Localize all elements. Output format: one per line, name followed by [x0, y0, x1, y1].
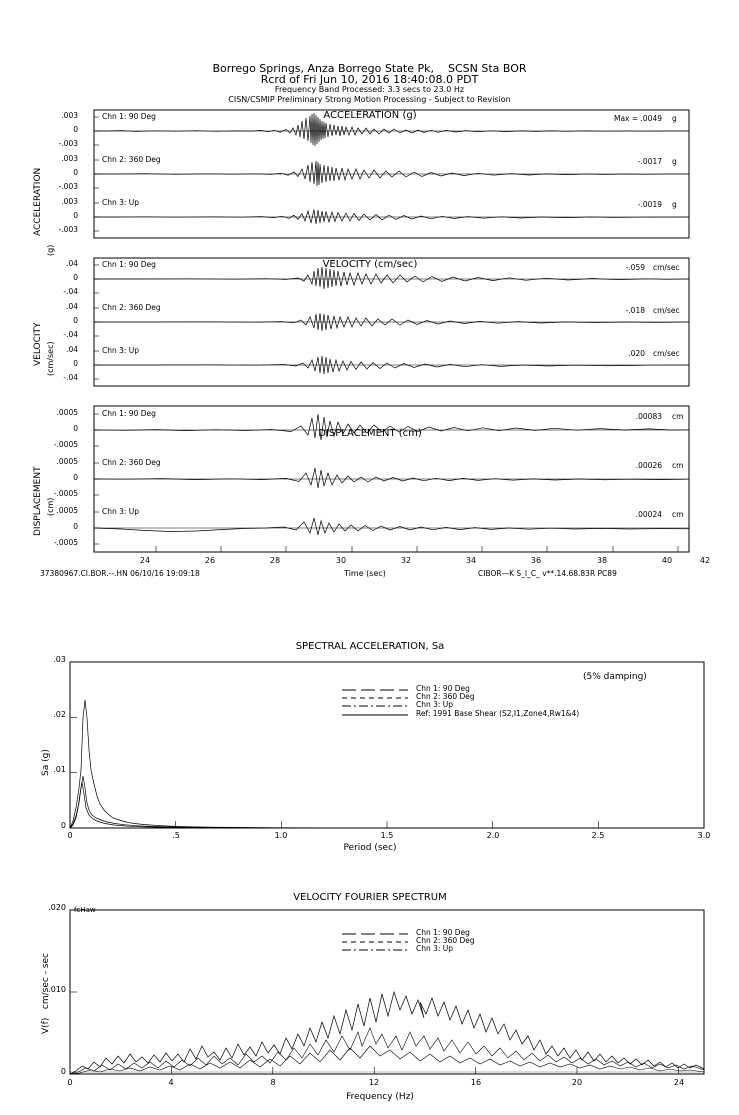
disp-ch2-ytick-mid: 0: [73, 473, 78, 482]
vel-ch2-name: Chn 2: 360 Deg: [102, 303, 161, 312]
fourier-xtick-20: 20: [571, 1078, 583, 1087]
time-tick-32: 32: [400, 556, 412, 565]
acc-ch2-peak: -.0017: [637, 157, 662, 166]
spectral-acceleration-title: SPECTRAL ACCELERATION, Sa: [295, 641, 445, 652]
disp-ch1-peak: .00083: [635, 412, 662, 421]
time-tick-30: 30: [335, 556, 347, 565]
velocity-side-label: VELOCITY (cm/sec): [33, 322, 55, 376]
acc-ch3-name: Chn 3: Up: [102, 198, 140, 207]
sa-xtick-25: 2.5: [591, 831, 605, 840]
sa-ytick-0: 0: [60, 821, 66, 830]
velocity-chart: [46, 256, 691, 388]
disp-ch1-unit: cm: [672, 412, 684, 421]
acceleration-title: ACCELERATION (g): [323, 110, 417, 121]
vel-ch1-unit: cm/sec: [653, 263, 680, 272]
vel-ch1-peak: -.059: [625, 263, 645, 272]
acc-ch1-peak: Max = .0049: [613, 114, 662, 123]
acc-ch1-ytick-bot: -.003: [58, 139, 78, 148]
time-tick-28: 28: [269, 556, 281, 565]
sa-xtick-15: 1.5: [380, 831, 394, 840]
fourier-xtick-0: 0: [67, 1078, 73, 1087]
disp-ch3-ytick-bot: -.0005: [53, 538, 78, 547]
acc-ch3-ytick-mid: 0: [73, 211, 78, 220]
disp-ch2-ytick-bot: -.0005: [53, 489, 78, 498]
disp-ch1-ytick-mid: 0: [73, 424, 78, 433]
fourier-xtick-24: 24: [673, 1078, 685, 1087]
sa-legend-chn3: Chn 3: Up: [416, 700, 454, 709]
vel-ch3-peak: .020: [628, 349, 645, 358]
disp-ch2-ytick-top: .0005: [56, 457, 78, 466]
fourier-xtick-8: 8: [270, 1078, 276, 1087]
acceleration-side-label: ACCELERATION (g): [33, 167, 55, 256]
acc-ch1-ytick-top: .003: [61, 111, 78, 120]
disp-ch3-name: Chn 3: Up: [102, 507, 140, 516]
vel-ch3-ytick-bot: -.04: [63, 373, 78, 382]
acc-ch3-peak: -.0019: [637, 200, 662, 209]
vel-ch2-ytick-top: .04: [66, 302, 78, 311]
sa-x-axis-label: Period (sec): [343, 843, 397, 853]
fourier-legend-chn3: Chn 3: Up: [416, 944, 454, 953]
fourier-xtick-16: 16: [470, 1078, 482, 1087]
vel-ch3-unit: cm/sec: [653, 349, 680, 358]
acc-ch3-ytick-bot: -.003: [58, 225, 78, 234]
fourier-x-axis-label: Frequency (Hz): [346, 1092, 414, 1102]
fourier-legend-chn2: Chn 2: 360 Deg: [416, 936, 475, 945]
sa-xtick-10: 1.0: [274, 831, 288, 840]
disp-ch3-unit: cm: [672, 510, 684, 519]
vel-ch1-ytick-mid: 0: [73, 273, 78, 282]
disp-ch3-peak: .00024: [635, 510, 662, 519]
disp-ch1-ytick-top: .0005: [56, 408, 78, 417]
acc-ch2-unit: g: [672, 157, 677, 166]
processing-note: CISN/CSMIP Preliminary Strong Motion Processing - Subject to Revision: [228, 95, 511, 104]
acc-ch1-ytick-mid: 0: [73, 125, 78, 134]
vel-ch1-name: Chn 1: 90 Deg: [102, 260, 156, 269]
time-tick-26: 26: [204, 556, 216, 565]
displacement-side-label: DISPLACEMENT (cm): [33, 466, 55, 536]
fourier-ytick-020: .020: [48, 903, 66, 912]
time-tick-40: 40: [661, 556, 673, 565]
sa-ytick-002: .02: [53, 710, 66, 719]
record-time: Rcrd of Fri Jun 10, 2016 18:40:08.0 PDT: [260, 73, 479, 86]
sa-legend-chn2: Chn 2: 360 Deg: [416, 692, 475, 701]
vel-ch2-peak: -.018: [625, 306, 645, 315]
time-axis-label: Time (sec): [344, 569, 386, 578]
time-tick-38: 38: [596, 556, 608, 565]
vel-ch3-ytick-top: .04: [66, 345, 78, 354]
sa-xtick-20: 2.0: [486, 831, 500, 840]
acc-ch2-ytick-top: .003: [61, 154, 78, 163]
sa-y-axis-label: Sa (g): [41, 749, 51, 776]
acc-ch3-unit: g: [672, 200, 677, 209]
time-tick-34: 34: [465, 556, 477, 565]
fourier-ytick-010: .010: [48, 985, 66, 994]
acc-ch2-name: Chn 2: 360 Deg: [102, 155, 161, 164]
time-tick-24: 24: [139, 556, 151, 565]
sa-ytick-003: .03: [53, 655, 66, 664]
disp-ch3-ytick-mid: 0: [73, 522, 78, 531]
disp-ch2-unit: cm: [672, 461, 684, 470]
frequency-band: Frequency Band Processed: 3.3 secs to 23.0 Hz: [274, 85, 465, 94]
time-tick-42: 42: [699, 556, 711, 565]
sa-xtick-0: 0: [67, 831, 73, 840]
vel-ch1-ytick-top: .04: [66, 259, 78, 268]
processing-code-footer: CIBOR—K S_I_C_ v**.14.68.83R PC89: [478, 569, 617, 578]
acc-ch2-ytick-mid: 0: [73, 168, 78, 177]
acc-ch1-unit: g: [672, 114, 677, 123]
vel-ch2-unit: cm/sec: [653, 306, 680, 315]
fourier-xtick-12: 12: [368, 1078, 380, 1087]
fourier-xtick-4: 4: [168, 1078, 174, 1087]
disp-ch2-name: Chn 2: 360 Deg: [102, 458, 161, 467]
vel-ch3-name: Chn 3: Up: [102, 346, 140, 355]
fourier-title: VELOCITY FOURIER SPECTRUM: [293, 892, 447, 903]
station-title: Borrego Springs, Anza Borrego State Pk, SCSN Sta BOR: [212, 62, 527, 75]
sa-ytick-001: .01: [53, 765, 66, 774]
displacement-chart: [46, 404, 691, 554]
acc-ch3-ytick-top: .003: [61, 197, 78, 206]
fourier-y-axis-label: V(f) cm/sec - sec: [41, 953, 51, 1034]
acceleration-chart: [46, 108, 691, 240]
disp-ch1-ytick-bot: -.0005: [53, 440, 78, 449]
disp-ch2-peak: .00026: [635, 461, 662, 470]
sa-xtick-30: 3.0: [697, 831, 711, 840]
vel-ch3-ytick-mid: 0: [73, 359, 78, 368]
velocity-title: VELOCITY (cm/sec): [322, 259, 418, 270]
vel-ch1-ytick-bot: -.04: [63, 287, 78, 296]
sa-legend-chn1: Chn 1: 90 Deg: [416, 684, 470, 693]
fourier-corner-label: fcHaw: [74, 906, 96, 914]
sa-legend-ref: Ref: 1991 Base Shear (S2,I1,Zone4,Rw1&4): [416, 709, 580, 718]
fourier-legend-chn1: Chn 1: 90 Deg: [416, 928, 470, 937]
disp-ch1-name: Chn 1: 90 Deg: [102, 409, 156, 418]
time-tick-36: 36: [530, 556, 542, 565]
acc-ch1-name: Chn 1: 90 Deg: [102, 112, 156, 121]
record-id-footer: 37380967.CI.BOR.--.HN 06/10/16 19:09:18: [40, 569, 200, 578]
sa-xtick-05: .5: [172, 831, 180, 840]
fourier-ytick-0: 0: [60, 1067, 66, 1076]
vel-ch2-ytick-bot: -.04: [63, 330, 78, 339]
disp-ch3-ytick-top: .0005: [56, 506, 78, 515]
displacement-title: DISPLACEMENT (cm): [318, 428, 422, 439]
vel-ch2-ytick-mid: 0: [73, 316, 78, 325]
sa-damping-annotation: (5% damping): [583, 672, 647, 682]
acc-ch2-ytick-bot: -.003: [58, 182, 78, 191]
